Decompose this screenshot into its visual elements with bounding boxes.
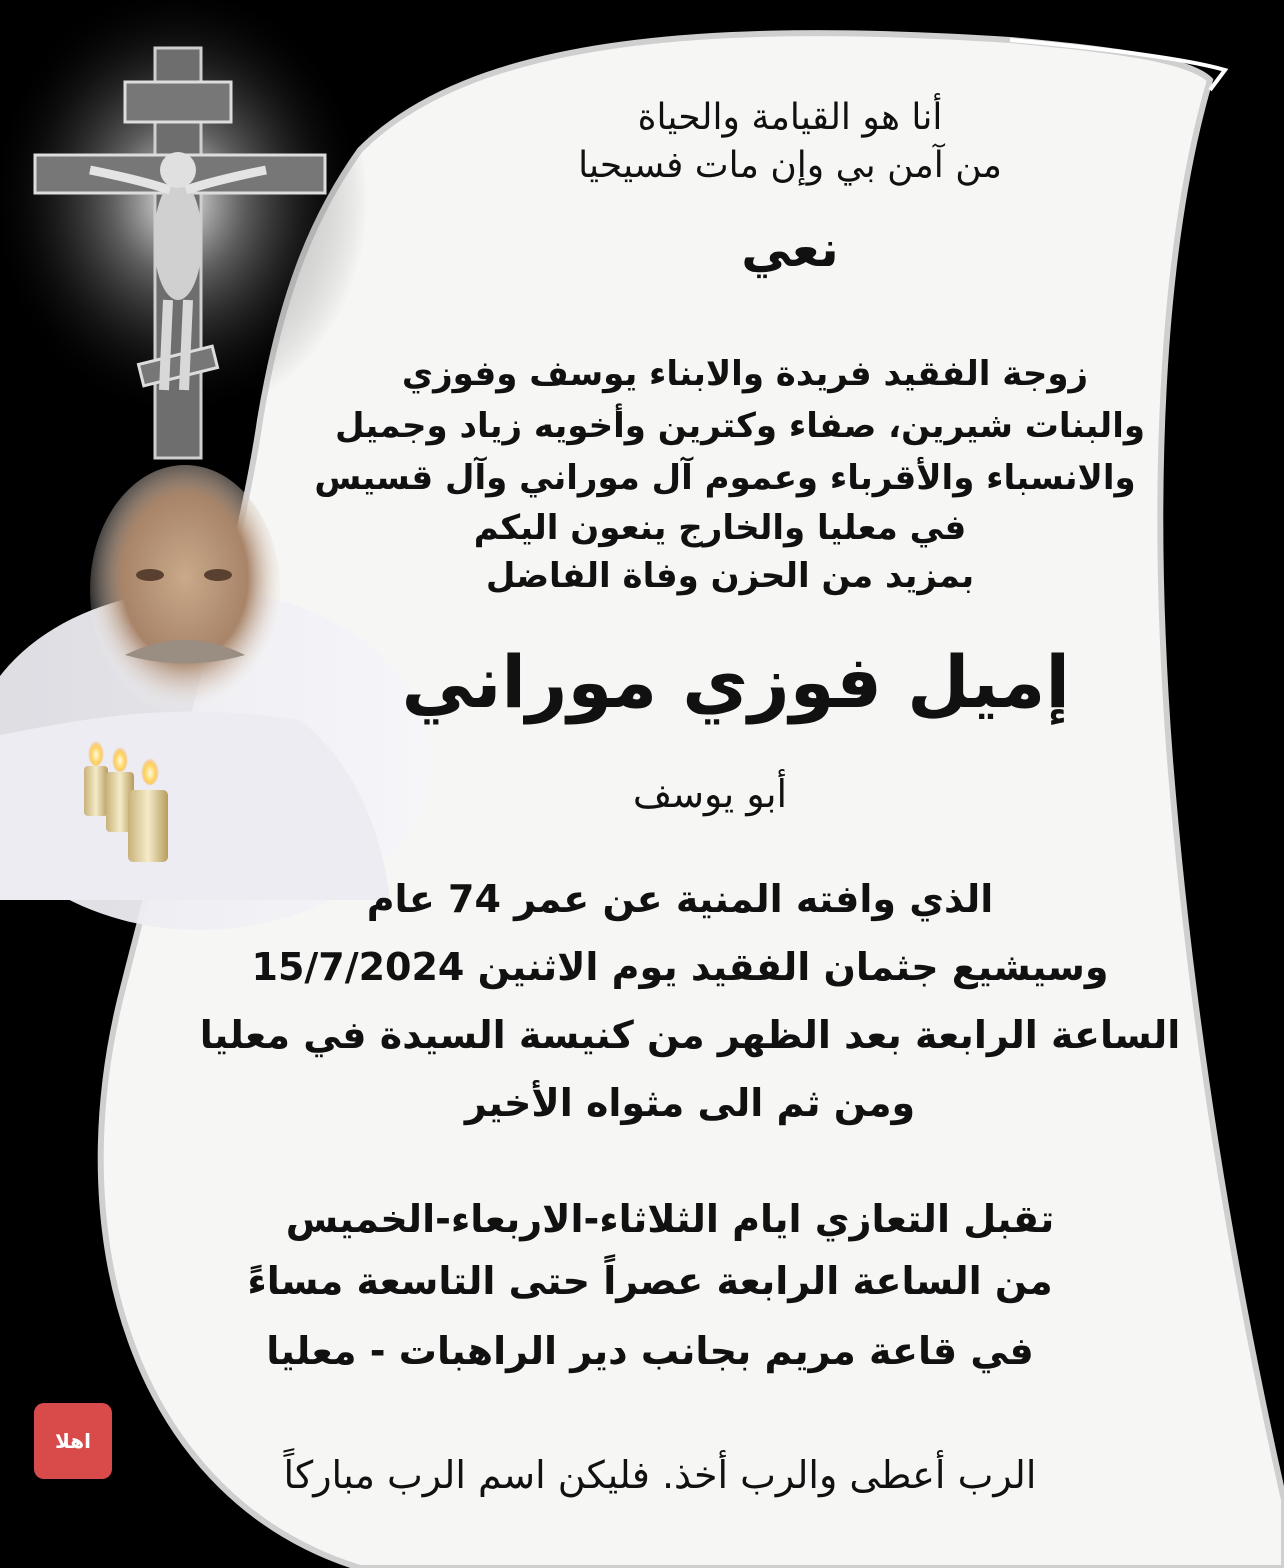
verse-line-1: أنا هو القيامة والحياة <box>637 97 943 138</box>
condolence-line-1: تقبل التعازي ايام الثلاثاء-الاربعاء-الخميس <box>285 1197 1055 1241</box>
notice-heading: نعي <box>741 220 839 278</box>
deceased-nickname: أبو يوسف <box>632 772 788 816</box>
family-line-3: والانسباء والأقرباء وعموم آل موراني وآل قسيس <box>314 458 1136 498</box>
site-logo-badge[interactable]: اهلا <box>34 1403 112 1479</box>
funeral-line-4: ومن ثم الى مثواه الأخير <box>464 1081 916 1125</box>
family-line-5: بمزيد من الحزن وفاة الفاضل <box>485 556 975 596</box>
family-line-2: والبنات شيرين، صفاء وكترين وأخويه زياد وجميل <box>335 406 1145 446</box>
closing-verse: الرب أعطى والرب أخذ. فليكن اسم الرب مباركاً <box>283 1453 1037 1497</box>
condolence-line-3: في قاعة مريم بجانب دير الراهبات - معليا <box>266 1329 1034 1373</box>
funeral-line-2: وسيشيع جثمان الفقيد يوم الاثنين 15/7/2024 <box>251 945 1109 989</box>
funeral-line-1: الذي وافته المنية عن عمر 74 عام <box>366 877 994 921</box>
family-line-4: في معليا والخارج ينعون اليكم <box>473 508 967 548</box>
funeral-line-3: الساعة الرابعة بعد الظهر من كنيسة السيدة في معليا <box>199 1013 1181 1057</box>
deceased-name: إميل فوزي موراني <box>401 640 1070 724</box>
condolence-line-2: من الساعة الرابعة عصراً حتى التاسعة مساءً <box>247 1259 1053 1303</box>
family-line-1: زوجة الفقيد فريدة والابناء يوسف وفوزي <box>401 354 1089 394</box>
verse-line-2: من آمن بي وإن مات فسيحيا <box>578 145 1002 186</box>
